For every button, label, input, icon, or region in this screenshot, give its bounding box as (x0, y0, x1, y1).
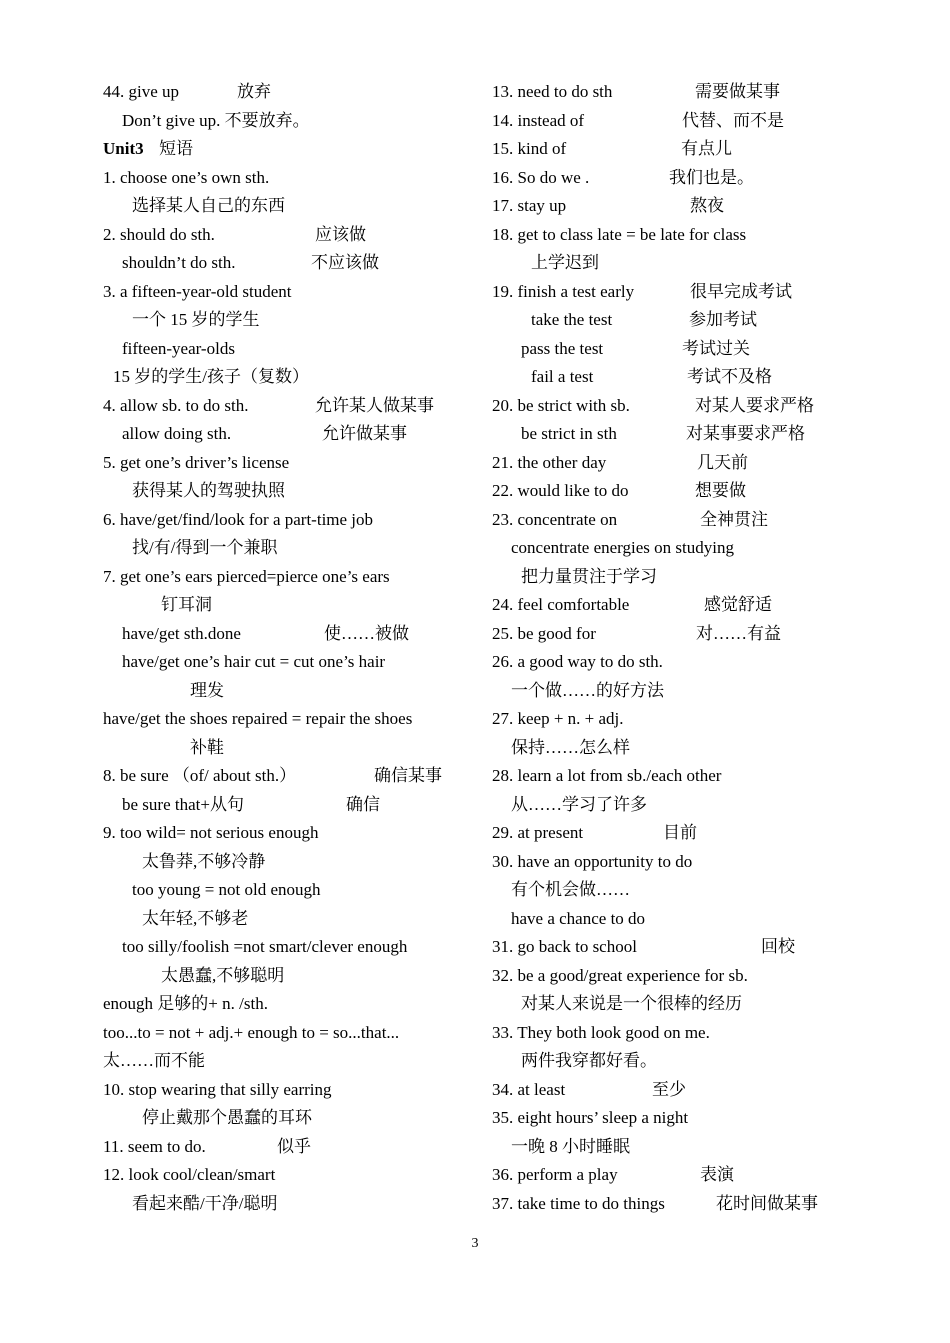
phrase-meaning: 很早完成考试 (690, 281, 792, 301)
phrase-text: 两件我穿都好看。 (521, 1051, 657, 1070)
phrase-text: 31. go back to school (492, 937, 637, 956)
left-column-line (103, 164, 473, 193)
left-column-line (103, 1161, 473, 1190)
phrase-text: too silly/foolish =not smart/clever enough (122, 937, 408, 956)
phrase-text: fifteen-year-olds (122, 338, 235, 358)
left-column-line (103, 135, 473, 164)
phrase-text: 21. the other day (492, 452, 607, 472)
phrase-meaning: 想要做 (695, 481, 746, 500)
left-column-line (103, 78, 473, 107)
phrase-text: 太年轻,不够老 (142, 908, 249, 928)
phrase-meaning: 放弃 (237, 82, 271, 101)
phrase-meaning: 允许某人做某事 (315, 395, 434, 415)
phrase-meaning: 短语 (159, 139, 193, 158)
phrase-text: 8. be sure （of/ about sth.） (103, 766, 297, 785)
phrase-text: 10. stop wearing that silly earring (103, 1079, 332, 1099)
phrase-text: be strict in sth (521, 424, 617, 443)
right-column-line (492, 107, 862, 136)
phrase-text: fail a test (531, 367, 594, 386)
phrase-text: 22. would like to do (492, 481, 629, 500)
left-column-line (103, 791, 473, 820)
phrase-text: 19. finish a test early (492, 281, 635, 301)
phrase-text: 把力量贯注于学习 (521, 566, 657, 586)
right-column (492, 78, 862, 1218)
phrase-text: 35. eight hours’ sleep a night (492, 1108, 689, 1127)
right-column-line (492, 819, 862, 848)
phrase-meaning: 使……被做 (324, 623, 409, 643)
right-column-line (492, 420, 862, 449)
right-column-line (492, 534, 862, 563)
phrase-text: 保持……怎么样 (511, 737, 630, 757)
phrase-meaning: 不应该做 (311, 253, 379, 272)
right-column-line (492, 905, 862, 934)
phrase-text: shouldn’t do sth. (122, 253, 236, 272)
phrase-text: 28. learn a lot from sb./each other (492, 766, 722, 785)
phrase-text: be sure that+从句 (122, 794, 244, 814)
phrase-text: 25. be good for (492, 623, 596, 643)
right-column-line (492, 335, 862, 364)
phrase-text: 14. instead of (492, 110, 585, 130)
right-column-line (492, 449, 862, 478)
left-column-line (103, 819, 473, 848)
phrase-text: 1. choose one’s own sth. (103, 167, 270, 187)
right-column-line (492, 249, 862, 278)
phrase-text: 理发 (190, 680, 224, 700)
phrase-meaning: 应该做 (315, 224, 366, 244)
left-column-line (103, 363, 473, 392)
right-column-line (492, 591, 862, 620)
right-column-line (492, 363, 862, 392)
phrase-meaning: 考试过关 (682, 338, 750, 358)
right-column-line (492, 620, 862, 649)
phrase-text: 32. be a good/great experience for sb. (492, 965, 748, 985)
phrase-text: 2. should do sth. (103, 224, 215, 244)
left-column-line (103, 1047, 473, 1076)
phrase-text: enough 足够的+ n. /sth. (103, 994, 268, 1013)
right-column-line (492, 791, 862, 820)
phrase-text: 找/有/得到一个兼职 (132, 538, 278, 557)
phrase-meaning: 至少 (652, 1079, 686, 1099)
right-column-line (492, 990, 862, 1019)
left-column-line (103, 591, 473, 620)
phrase-text: pass the test (521, 338, 604, 358)
left-column-line (103, 962, 473, 991)
right-column-line (492, 392, 862, 421)
phrase-text: 26. a good way to do sth. (492, 652, 663, 671)
right-column-line (492, 933, 862, 962)
right-column-line (492, 734, 862, 763)
phrase-text: 36. perform a play (492, 1165, 618, 1184)
phrase-text: 23. concentrate on (492, 509, 618, 529)
left-column-line (103, 876, 473, 905)
left-column-line (103, 734, 473, 763)
left-column-line (103, 107, 473, 136)
phrase-text: 11. seem to do. (103, 1136, 206, 1156)
phrase-text: 17. stay up (492, 196, 567, 215)
phrase-text: have/get sth.done (122, 623, 241, 643)
left-column-line (103, 335, 473, 364)
phrase-meaning: 花时间做某事 (716, 1193, 818, 1213)
phrase-text: 6. have/get/find/look for a part-time job (103, 509, 374, 529)
left-column-line (103, 677, 473, 706)
left-column-line (103, 1133, 473, 1162)
left-column-line (103, 705, 473, 734)
phrase-text: take the test (531, 310, 613, 329)
right-column-line (492, 1190, 862, 1219)
phrase-text: too young = not old enough (132, 880, 321, 899)
phrase-text: have a chance to do (511, 908, 646, 928)
phrase-text: 一个 15 岁的学生 (132, 310, 260, 329)
left-column-line (103, 249, 473, 278)
right-column-line (492, 1047, 862, 1076)
phrase-meaning: 回校 (761, 937, 795, 956)
phrase-meaning: 代替、而不是 (682, 110, 784, 130)
phrase-text: 16. So do we . (492, 167, 590, 187)
phrase-meaning: 似乎 (277, 1136, 311, 1156)
phrase-text: 有个机会做…… (511, 880, 630, 899)
phrase-text: 24. feel comfortable (492, 595, 630, 614)
left-column-line (103, 420, 473, 449)
left-column-line (103, 905, 473, 934)
left-column-line (103, 1019, 473, 1048)
phrase-meaning: 考试不及格 (687, 367, 772, 386)
phrase-text: 13. need to do sth (492, 82, 613, 101)
right-column-line (492, 677, 862, 706)
phrase-text: 一个做……的好方法 (511, 680, 664, 700)
phrase-text: 27. keep + n. + adj. (492, 709, 624, 728)
phrase-text: 钉耳洞 (161, 595, 212, 614)
phrase-text: 对某人来说是一个很棒的经历 (521, 994, 742, 1013)
left-column-line (103, 192, 473, 221)
phrase-meaning: 我们也是。 (669, 167, 754, 187)
right-column-line (492, 192, 862, 221)
phrase-meaning: 熬夜 (690, 196, 724, 215)
phrase-text: 获得某人的驾驶执照 (132, 481, 285, 500)
right-column-line (492, 1161, 862, 1190)
right-column-line (492, 962, 862, 991)
phrase-meaning: 确信某事 (374, 766, 442, 785)
right-column-line (492, 78, 862, 107)
phrase-meaning: 需要做某事 (695, 82, 780, 101)
phrase-meaning: 目前 (663, 823, 697, 842)
left-column-line (103, 762, 473, 791)
right-column-line (492, 705, 862, 734)
phrase-text: 太鲁莽,不够冷静 (142, 851, 266, 871)
left-column-line (103, 449, 473, 478)
left-column-line (103, 563, 473, 592)
phrase-text: 9. too wild= not serious enough (103, 823, 319, 842)
left-column-line (103, 392, 473, 421)
phrase-meaning: 有点儿 (681, 139, 732, 158)
phrase-text: have/get one’s hair cut = cut one’s hair (122, 652, 386, 671)
right-column-line (492, 762, 862, 791)
left-column-line (103, 506, 473, 535)
phrase-meaning: 几天前 (697, 452, 748, 472)
phrase-text: 30. have an opportunity to do (492, 851, 693, 871)
left-column-line (103, 620, 473, 649)
phrase-meaning: 感觉舒适 (704, 595, 772, 614)
phrase-text: 7. get one’s ears pierced=pierce one’s ears (103, 566, 390, 586)
phrase-text: 看起来酷/干净/聪明 (132, 1193, 278, 1213)
phrase-text: 34. at least (492, 1079, 566, 1099)
right-column-line (492, 477, 862, 506)
right-column-line (492, 1019, 862, 1048)
phrase-text: too...to = not + adj.+ enough to = so...that... (103, 1022, 400, 1042)
left-column-line (103, 848, 473, 877)
left-column-line (103, 477, 473, 506)
phrase-text: 太……而不能 (103, 1051, 205, 1070)
right-column-line (492, 1133, 862, 1162)
page-number: 3 (471, 1236, 479, 1251)
left-column-line (103, 306, 473, 335)
unit-heading: Unit3 (103, 139, 144, 158)
phrase-text: 20. be strict with sb. (492, 395, 630, 415)
right-column-line (492, 306, 862, 335)
right-column-line (492, 563, 862, 592)
right-column-line (492, 876, 862, 905)
phrase-text: 15. kind of (492, 139, 567, 158)
left-column (103, 78, 473, 1218)
phrase-meaning: 允许做某事 (322, 424, 407, 443)
phrase-text: 太愚蠢,不够聪明 (161, 965, 285, 985)
phrase-text: 44. give up (103, 82, 180, 101)
right-column-line (492, 506, 862, 535)
phrase-text: 4. allow sb. to do sth. (103, 395, 249, 415)
left-column-line (103, 534, 473, 563)
phrase-text: concentrate energies on studying (511, 538, 734, 557)
phrase-meaning: 对某事要求严格 (686, 424, 805, 443)
phrase-text: allow doing sth. (122, 424, 232, 443)
phrase-text: 停止戴那个愚蠢的耳环 (142, 1108, 312, 1127)
right-column-line (492, 1104, 862, 1133)
left-column-line (103, 1076, 473, 1105)
phrase-text: have/get the shoes repaired = repair the shoes (103, 709, 413, 728)
phrase-meaning: 对……有益 (696, 623, 781, 643)
right-column-line (492, 648, 862, 677)
right-column-line (492, 164, 862, 193)
right-column-line (492, 278, 862, 307)
phrase-meaning: 确信 (346, 794, 380, 814)
phrase-meaning: 表演 (700, 1165, 734, 1184)
phrase-text: 29. at present (492, 823, 584, 842)
left-column-line (103, 278, 473, 307)
phrase-text: 12. look cool/clean/smart (103, 1165, 276, 1184)
left-column-line (103, 990, 473, 1019)
left-column-line (103, 1104, 473, 1133)
phrase-text: 33. They both look good on me. (492, 1022, 710, 1042)
left-column-line (103, 648, 473, 677)
phrase-text: 3. a fifteen-year-old student (103, 281, 292, 301)
phrase-text: 选择某人自己的东西 (132, 196, 285, 215)
phrase-text: Don’t give up. 不要放弃。 (122, 110, 310, 130)
phrase-text: 15 岁的学生/孩子（复数） (113, 367, 309, 386)
phrase-meaning: 参加考试 (689, 310, 757, 329)
left-column-line (103, 1190, 473, 1219)
right-column-line (492, 135, 862, 164)
phrase-text: 37. take time to do things (492, 1193, 665, 1213)
right-column-line (492, 848, 862, 877)
phrase-text: 从……学习了许多 (511, 794, 647, 814)
phrase-text: 上学迟到 (531, 253, 599, 272)
left-column-line (103, 221, 473, 250)
right-column-line (492, 1076, 862, 1105)
phrase-text: 补鞋 (190, 737, 224, 757)
right-column-line (492, 221, 862, 250)
phrase-meaning: 对某人要求严格 (695, 395, 814, 415)
phrase-text: 一晚 8 小时睡眠 (511, 1136, 630, 1156)
phrase-meaning: 全神贯注 (700, 509, 768, 529)
phrase-text: 18. get to class late = be late for class (492, 224, 747, 244)
left-column-line (103, 933, 473, 962)
phrase-text: 5. get one’s driver’s license (103, 452, 290, 472)
